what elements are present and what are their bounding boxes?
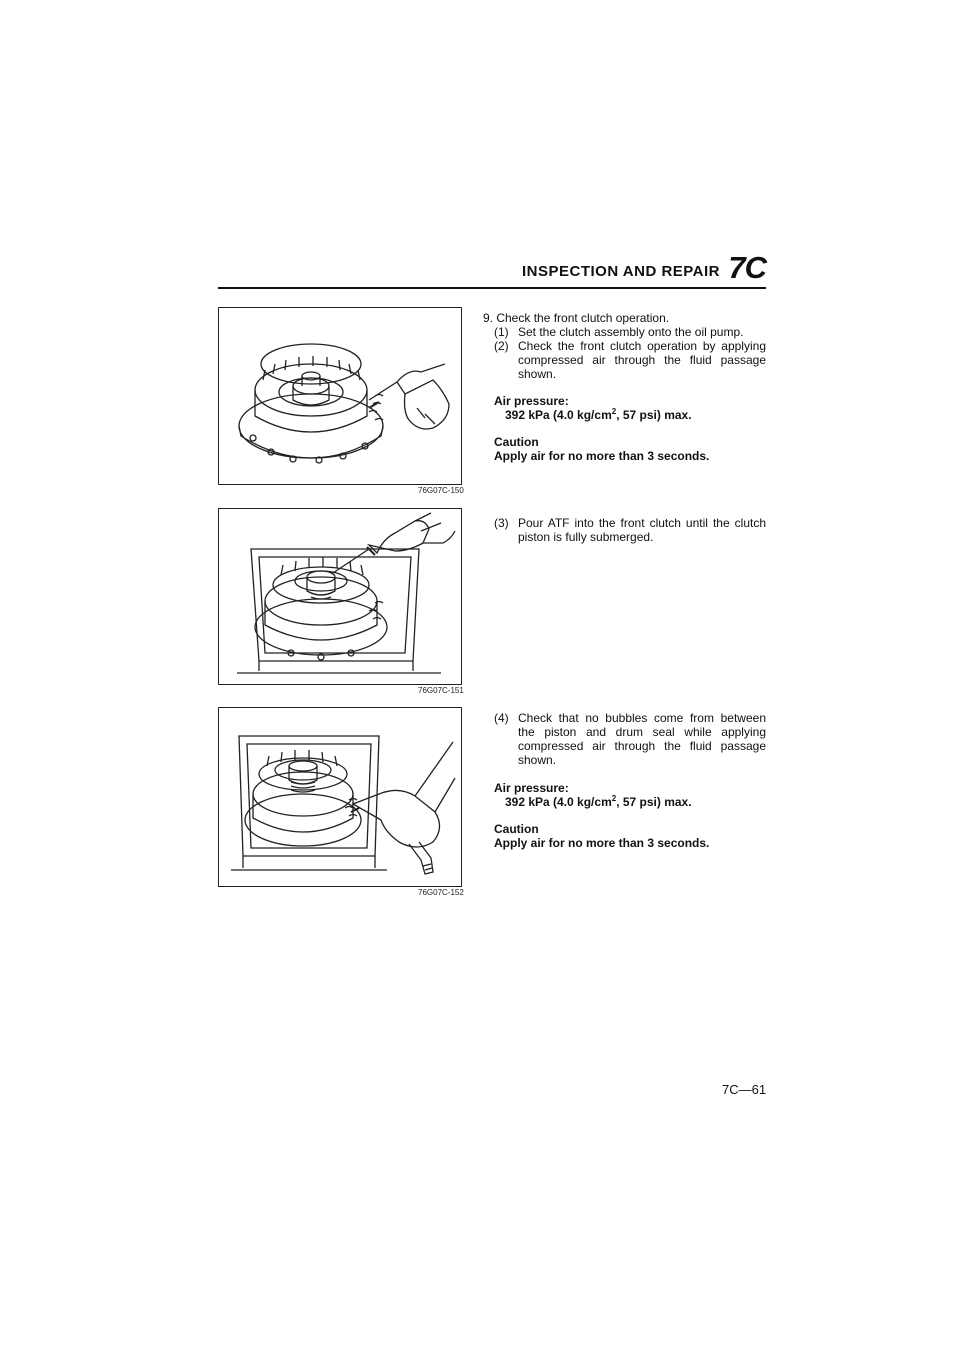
step-text: Set the clutch assembly onto the oil pump. — [518, 325, 744, 339]
caution-label: Caution — [494, 435, 539, 449]
caution-label: Caution — [494, 822, 539, 836]
step-text: Check the front clutch operation by applying compressed air through the fluid passage shown. — [518, 339, 766, 381]
step-9-4-block — [483, 711, 766, 850]
figure-clutch-on-pump-illustration — [219, 308, 461, 484]
caution-text: Apply air for no more than 3 seconds. — [494, 449, 710, 463]
spec-value — [483, 795, 766, 809]
step-9-block — [483, 311, 766, 463]
page-header — [218, 252, 766, 286]
section-tag: 7C — [728, 250, 766, 285]
step-number: (1) — [494, 325, 509, 339]
step-text: Pour ATF into the front clutch until the clutch piston is fully submerged. — [518, 516, 766, 544]
spec-label: Air pressure: — [494, 781, 569, 795]
caution-text: Apply air for no more than 3 seconds. — [494, 836, 710, 850]
step-9-3 — [483, 516, 766, 544]
spec-value-main: 392 kPa (4.0 kg/cm — [505, 408, 612, 422]
figure-code: 76G07C-151 — [418, 686, 464, 695]
step-9-2 — [483, 339, 766, 381]
step-number: (3) — [494, 516, 509, 530]
section-title: INSPECTION AND REPAIR — [521, 263, 720, 280]
figure-pour-atf — [218, 508, 462, 685]
figure-clutch-on-pump — [218, 307, 462, 485]
spec-value — [483, 408, 766, 422]
spec-value-sup: 2 — [611, 407, 617, 416]
step-9-3-block — [483, 516, 766, 544]
spec-label: Air pressure: — [494, 394, 569, 408]
step-9-1 — [483, 325, 766, 339]
spec-value-main: 392 kPa (4.0 kg/cm — [505, 795, 612, 809]
step-text: Check that no bubbles come from between the piston and drum seal while applying compressed air through the fluid passage shown. — [518, 711, 766, 767]
step-9-4 — [483, 711, 766, 767]
figure-check-bubbles-illustration — [219, 708, 461, 886]
figure-code: 76G07C-152 — [418, 888, 464, 897]
page-number: 7C—61 — [722, 1082, 767, 1097]
spec-value-sup: 2 — [611, 794, 617, 803]
figure-code: 76G07C-150 — [418, 486, 464, 495]
step-9-title: 9. Check the front clutch operation. — [483, 311, 670, 325]
figure-pour-atf-illustration — [219, 509, 461, 684]
header-rule — [218, 287, 766, 289]
step-number: (4) — [494, 711, 509, 725]
spec-value-tail: , 57 psi) max. — [616, 408, 692, 422]
step-number: (2) — [494, 339, 509, 353]
figure-check-bubbles — [218, 707, 462, 887]
spec-value-tail: , 57 psi) max. — [616, 795, 692, 809]
